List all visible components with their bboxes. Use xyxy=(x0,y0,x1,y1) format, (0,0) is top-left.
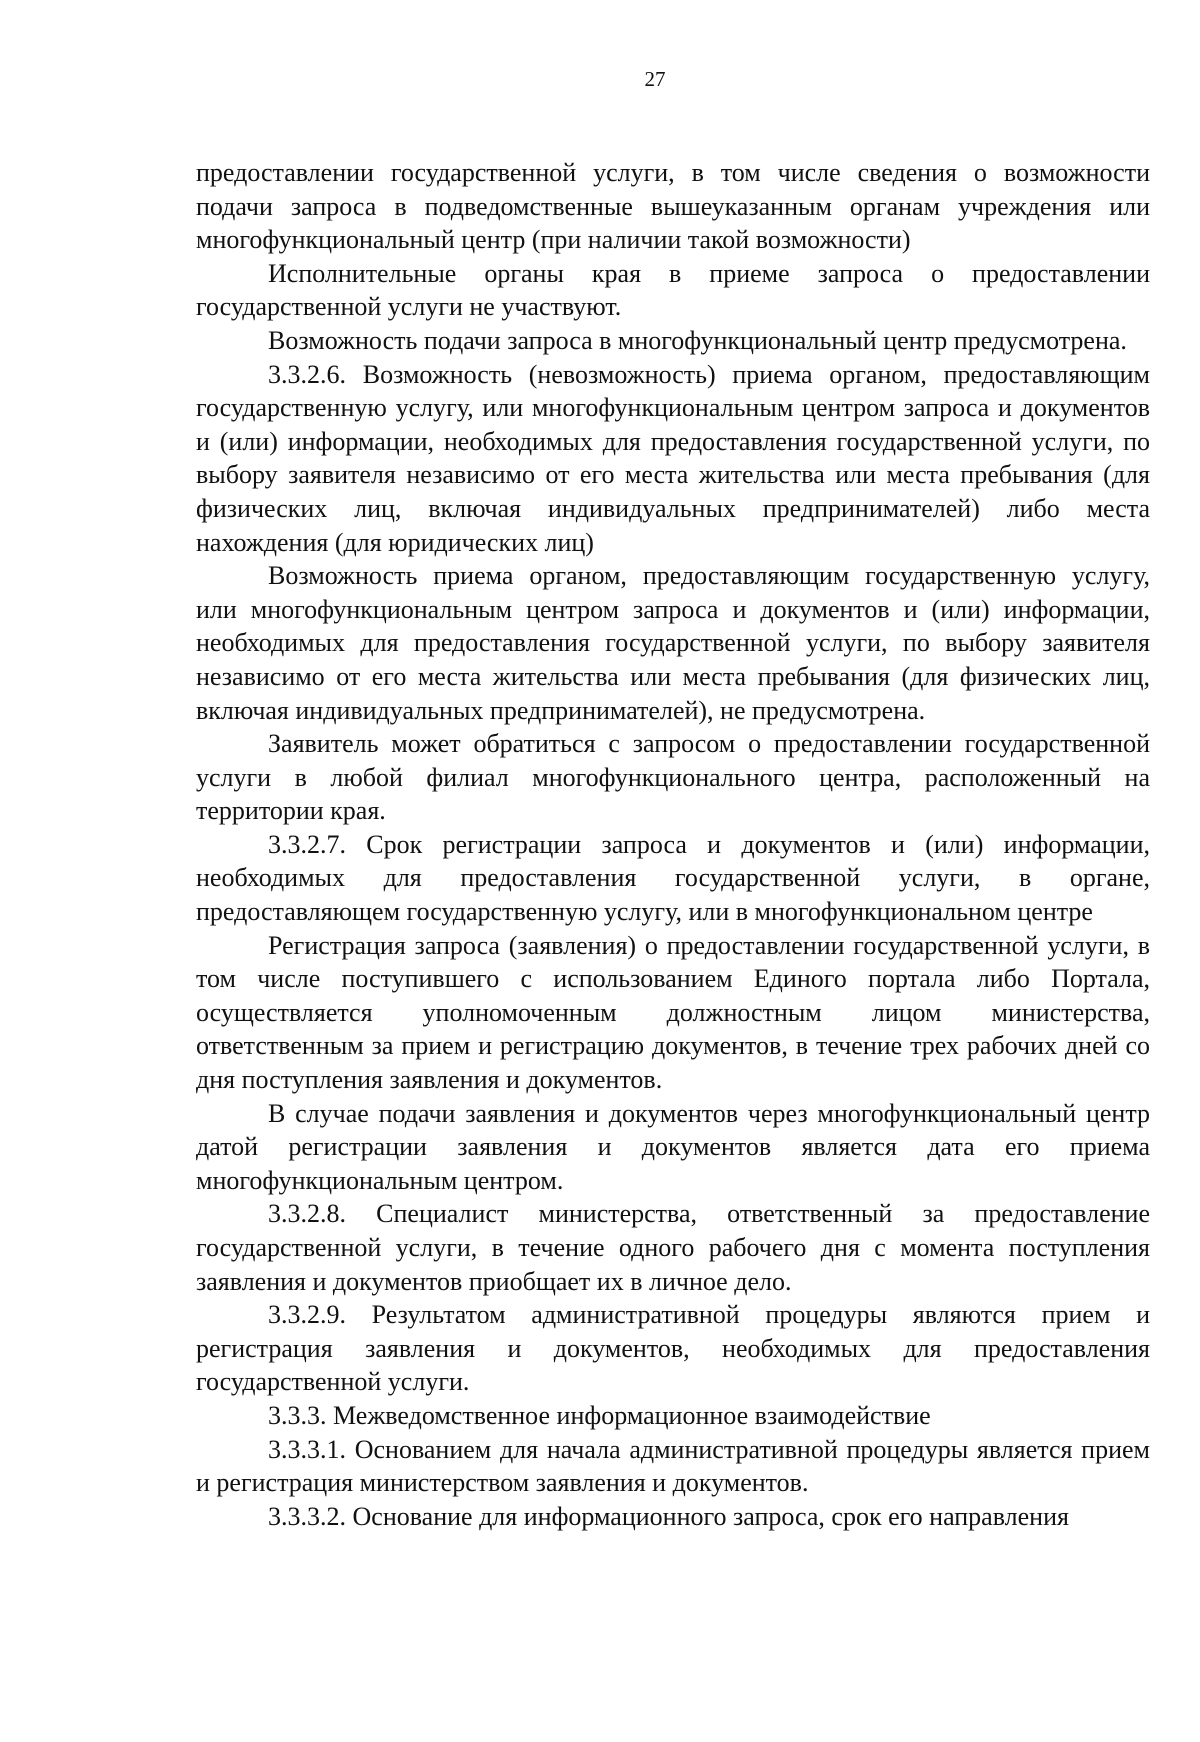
paragraph: Заявитель может обратиться с запросом о предоставлении государственной услуги в любой филиал многофункционального центра, расположенный на территории края. xyxy=(196,729,1150,826)
paragraph: Регистрация запроса (заявления) о предоставлении государственной услуги, в том числе поступившего с использованием Единого портала либо Портала, осуществляется уполномоченным должностным лицом министерства, ответственным за прием и регистрацию документов, в течение трех рабочих дней со дня поступления заявления и документов. xyxy=(196,930,1150,1095)
paragraph: предоставлении государственной услуги, в том числе сведения о возможности подачи запроса в подведомственные вышеуказанным органам учреждения или многофункциональный центр (при наличии такой возможности) xyxy=(196,158,1150,255)
paragraph: Исполнительные органы края в приеме запроса о предоставлении государственной услуги не участвуют. xyxy=(196,258,1150,322)
paragraph: Возможность подачи запроса в многофункциональный центр предусмотрена. xyxy=(268,325,1127,355)
paragraph: 3.3.3.2. Основание для информационного запроса, срок его направления xyxy=(268,1501,1069,1531)
paragraph: 3.3.3.1. Основанием для начала административной процедуры является прием и регистрация министерством заявления и документов. xyxy=(196,1434,1150,1498)
paragraph: 3.3.2.7. Срок регистрации запроса и документов и (или) информации, необходимых для предоставления государственной услуги, в органе, предоставляющем государственную услугу, или в многофункциональном центре xyxy=(196,829,1150,927)
paragraph: 3.3.2.9. Результатом административной процедуры являются прием и регистрация заявления и документов, необходимых для предоставления государственной услуги. xyxy=(196,1300,1150,1397)
paragraph: В случае подачи заявления и документов через многофункциональный центр датой регистрации заявления и документов является дата его приема многофункциональным центром. xyxy=(196,1098,1150,1195)
page-number: 27 xyxy=(644,67,666,91)
paragraph: Возможность приема органом, предоставляющим государственную услугу, или многофункциональным центром запроса и документов и (или) информации, необходимых для предоставления государственной услуги, по выбору заявителя независимо от его места жительства или места пребывания (для физических лиц, включая индивидуальных предпринимателей), не предусмотрена. xyxy=(196,561,1150,725)
paragraph: 3.3.2.8. Специалист министерства, ответственный за предоставление государственной услуги, в течение одного рабочего дня с момента поступления заявления и документов приобщает их в личное дело. xyxy=(196,1199,1150,1296)
document-body xyxy=(196,156,1150,1533)
paragraph: 3.3.2.6. Возможность (невозможность) приема органом, предоставляющим государственную услугу, или многофункциональным центром запроса и документов и (или) информации, необходимых для предоставления государственной услуги, по выбору заявителя независимо от его места жительства или места пребывания (для физических лиц, включая индивидуальных предпринимателей) либо места нахождения (для юридических лиц) xyxy=(196,359,1150,557)
paragraph: 3.3.3. Межведомственное информационное взаимодействие xyxy=(268,1400,931,1430)
